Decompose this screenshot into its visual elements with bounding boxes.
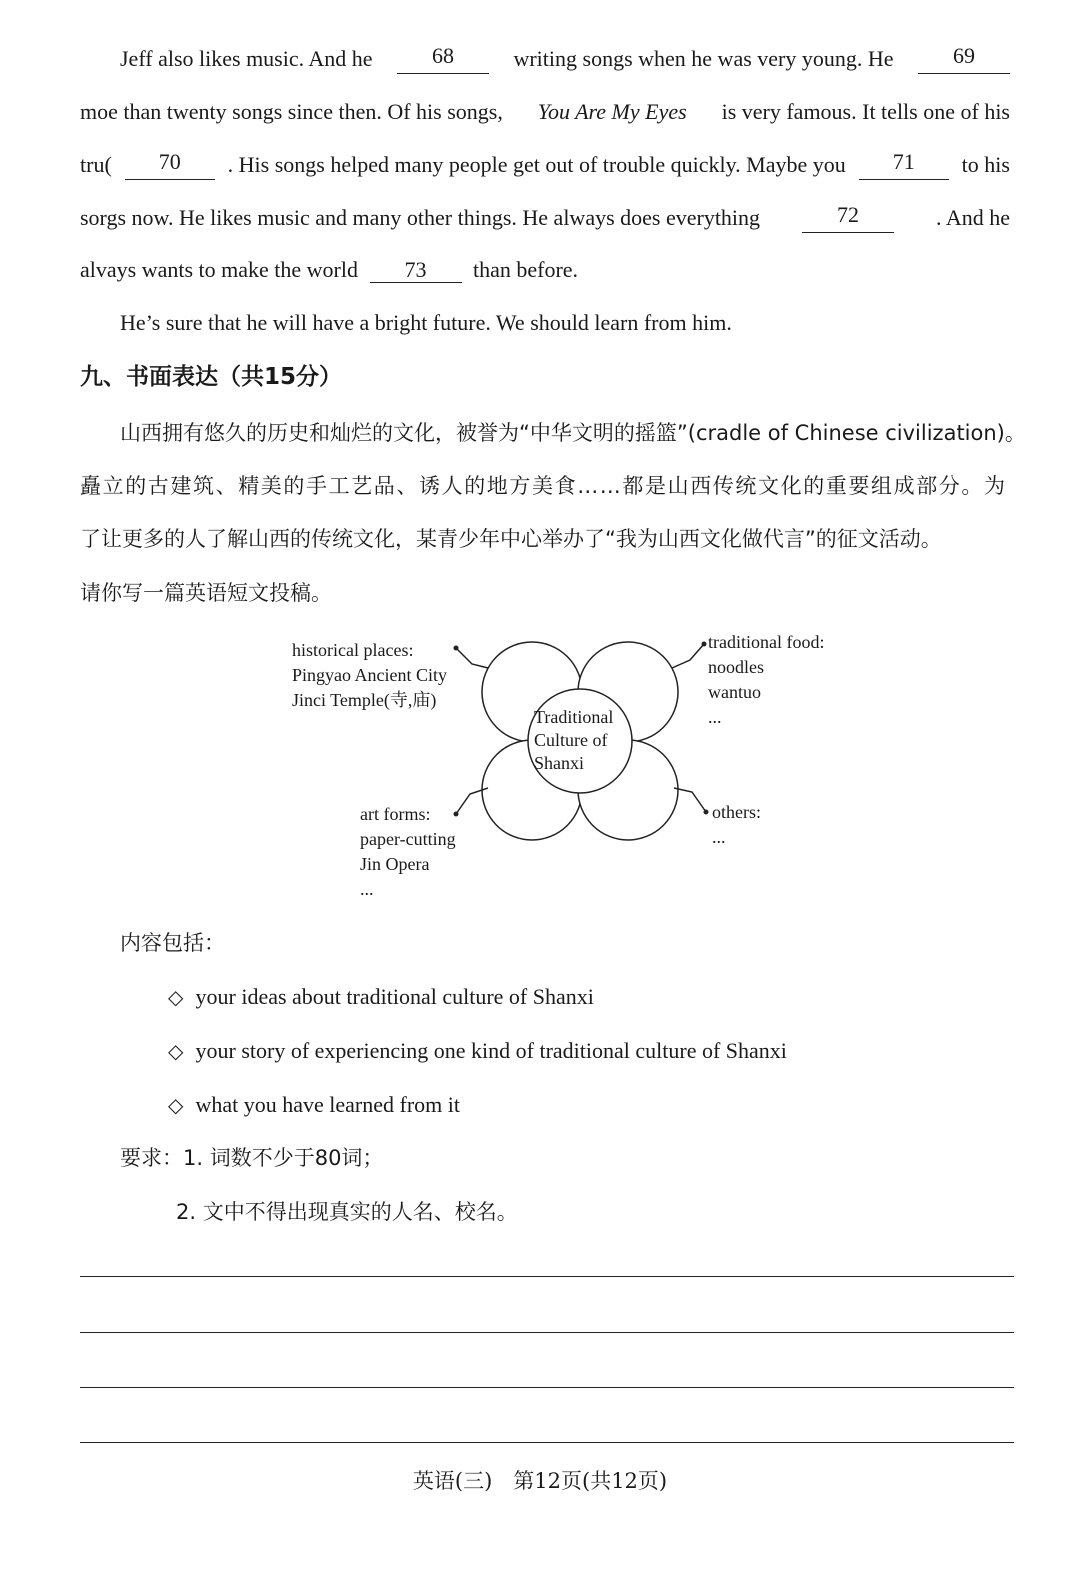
passage-text: sorgs now. He likes music and many other things. He always does everything xyxy=(80,205,761,230)
answer-blank-73: 73 xyxy=(370,258,462,283)
page-footer: 英语(三) 第12页(共12页) xyxy=(412,1469,668,1493)
requirement-2: 2. 文中不得出现真实的人名、校名。 xyxy=(176,1200,518,1224)
answer-blank-70: 70 xyxy=(125,150,215,180)
others-label xyxy=(712,800,761,850)
others-line: others: xyxy=(712,802,761,822)
food-line: traditional food: xyxy=(708,632,825,652)
passage-text: than before. xyxy=(473,257,579,282)
bullet-text: your ideas about traditional culture of Shanxi xyxy=(195,984,594,1009)
center-label xyxy=(534,706,613,775)
center-label-line: Culture of xyxy=(534,730,608,750)
passage-text: . And he xyxy=(936,205,1010,230)
food-line: ... xyxy=(708,707,722,727)
passage-line-6: He’s sure that he will have a bright future. We should learn from him. xyxy=(120,310,732,335)
passage-text: alvays wants to make the world xyxy=(80,257,358,282)
traditional-food-label xyxy=(708,630,824,730)
connector-others xyxy=(674,788,706,812)
historical-line: Jinci Temple(寺,庙) xyxy=(292,690,437,710)
intro-line-1: 山西拥有悠久的历史和灿烂的文化，被誉为“中华文明的摇篮”(cradle of Chinese civilization)。 xyxy=(120,421,1026,445)
dot-historical xyxy=(454,646,459,651)
content-bullet xyxy=(168,982,594,1013)
passage-text: Jeff also likes music. And he xyxy=(120,46,373,71)
art-line: paper-cutting xyxy=(360,829,456,849)
connector-historical xyxy=(456,648,488,668)
diamond-icon: ◇ xyxy=(168,987,184,1009)
art-line: ... xyxy=(360,879,374,899)
writing-line[interactable] xyxy=(80,1332,1014,1333)
art-forms-label xyxy=(360,802,456,902)
passage-text: . His songs helped many people get out of trouble quickly. Maybe you xyxy=(227,152,846,177)
connector-food xyxy=(672,644,704,668)
answer-blank-71: 71 xyxy=(859,150,949,180)
center-label-line: Shanxi xyxy=(534,753,585,773)
writing-line[interactable] xyxy=(80,1276,1014,1277)
passage-line-4 xyxy=(80,203,1010,233)
content-bullet xyxy=(168,1090,460,1121)
song-title: You Are My Eyes xyxy=(537,99,687,124)
passage-text: is very famous. It tells one of his xyxy=(721,99,1010,124)
diamond-icon: ◇ xyxy=(168,1095,184,1117)
art-line: art forms: xyxy=(360,804,431,824)
section-heading: 九、书面表达（共15分） xyxy=(80,364,343,390)
bullet-text: what you have learned from it xyxy=(195,1092,461,1117)
intro-line-4: 请你写一篇英语短文投稿。 xyxy=(80,581,332,605)
art-line: Jin Opera xyxy=(360,854,430,874)
intro-line-3: 了让更多的人了解山西的传统文化，某青少年中心举办了“我为山西文化做代言”的征文活动。 xyxy=(80,527,942,551)
answer-blank-69: 69 xyxy=(918,44,1010,74)
historical-line: historical places: xyxy=(292,640,414,660)
food-line: wantuo xyxy=(708,682,761,702)
dot-others xyxy=(704,810,709,815)
culture-mind-map xyxy=(280,628,860,908)
diamond-icon: ◇ xyxy=(168,1041,184,1063)
passage-line-5 xyxy=(80,255,1010,285)
historical-line: Pingyao Ancient City xyxy=(292,665,447,685)
historical-places-label xyxy=(292,638,447,713)
passage-text: writing songs when he was very young. He xyxy=(513,46,894,71)
food-line: noodles xyxy=(708,657,764,677)
writing-line[interactable] xyxy=(80,1387,1014,1388)
passage-text: to his xyxy=(961,152,1010,177)
content-label: 内容包括： xyxy=(120,931,225,955)
passage-text: moe than twenty songs since then. Of his songs, xyxy=(80,99,503,124)
dot-food xyxy=(702,642,707,647)
passage-line-1 xyxy=(120,44,1010,74)
requirement-1: 要求：1. 词数不少于80词； xyxy=(120,1146,384,1170)
passage-line-2 xyxy=(80,97,1010,127)
passage-line-3 xyxy=(80,150,1010,180)
answer-blank-72: 72 xyxy=(802,203,894,233)
content-bullet xyxy=(168,1036,787,1067)
answer-blank-68: 68 xyxy=(397,44,489,74)
passage-text: tru( xyxy=(80,152,112,177)
others-line: ... xyxy=(712,827,726,847)
bullet-text: your story of experiencing one kind of traditional culture of Shanxi xyxy=(195,1038,787,1063)
intro-line-2: 矗立的古建筑、精美的手工艺品、诱人的地方美食……都是山西传统文化的重要组成部分。为 xyxy=(80,474,1007,498)
writing-line[interactable] xyxy=(80,1442,1014,1443)
center-label-line: Traditional xyxy=(534,707,614,727)
